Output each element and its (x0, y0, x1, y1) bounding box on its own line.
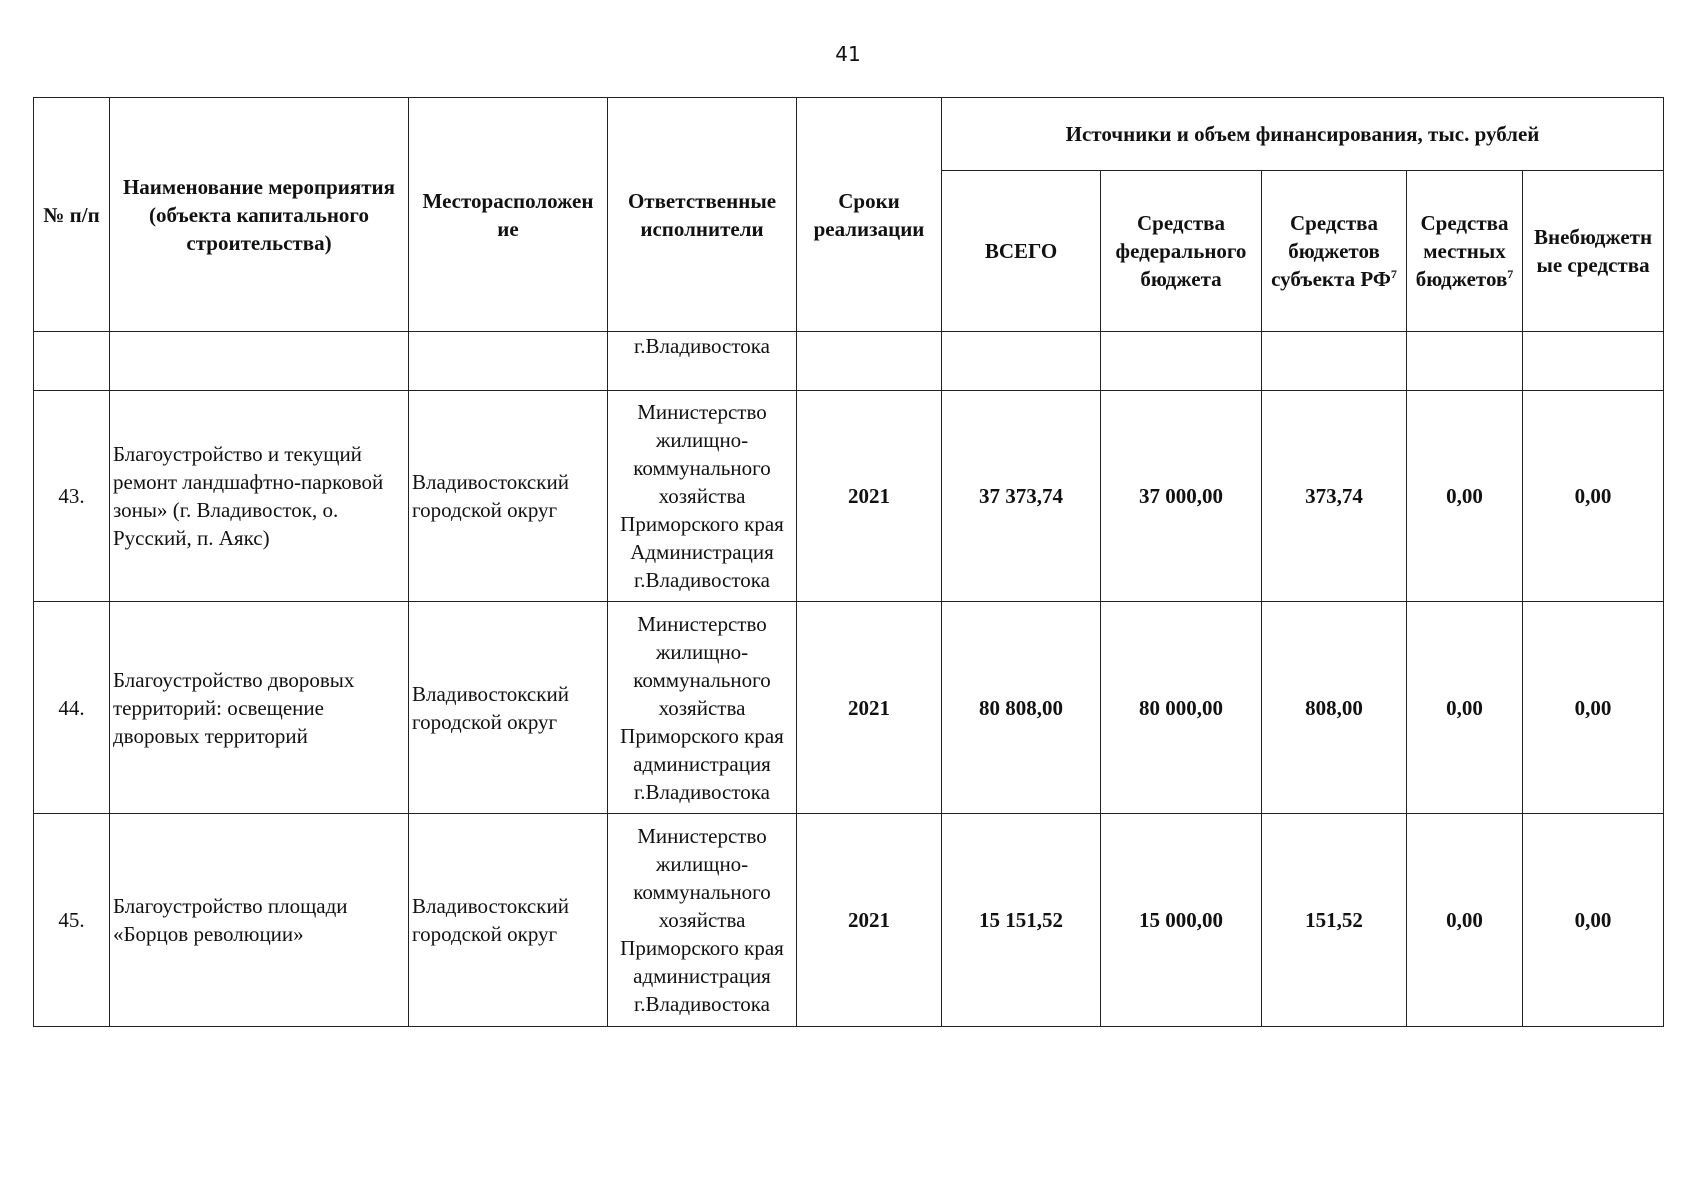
row-name: Благоустройство дворовых территорий: освещение дворовых территорий (110, 602, 409, 814)
row-location: Владивостокский городской округ (409, 602, 608, 814)
table-row (34, 391, 1664, 602)
row-period: 2021 (797, 814, 942, 1027)
header-sources: Источники и объем финансирования, тыс. рублей (942, 98, 1664, 171)
row-name: Благоустройство и текущий ремонт ландшафтно-парковой зоны» (г. Владивосток, о. Русский, п. Аякс) (110, 391, 409, 602)
row-location: Владивостокский городской округ (409, 391, 608, 602)
row-local: 0,00 (1407, 814, 1523, 1027)
table-row (34, 814, 1664, 1027)
row-regional: 373,74 (1262, 391, 1407, 602)
row-period: 2021 (797, 391, 942, 602)
footnote-mark: 7 (1507, 267, 1514, 281)
row-local: 0,00 (1407, 391, 1523, 602)
page-number: 41 (835, 42, 861, 66)
header-federal: Средства федерального бюджета (1101, 171, 1262, 332)
header-responsible: Ответственные исполнители (608, 98, 797, 332)
row-name: Благоустройство площади «Борцов революции» (110, 814, 409, 1027)
header-name: Наименование мероприятия (объекта капитального строительства) (110, 98, 409, 332)
header-local-label: Средства местных бюджетов (1415, 211, 1509, 291)
continuation-responsible: г.Владивостока (608, 332, 797, 391)
row-num: 45. (34, 814, 110, 1027)
row-num: 43. (34, 391, 110, 602)
row-responsible: Министерство жилищно- коммунального хозяйства Приморского края Администрация г.Владивостока (608, 391, 797, 602)
header-num: № п/п (34, 98, 110, 332)
row-local: 0,00 (1407, 602, 1523, 814)
header-location: Месторасположен ие (409, 98, 608, 332)
header-regional (1262, 171, 1407, 332)
row-responsible: Министерство жилищно- коммунального хозяйства Приморского края администрация г.Владивостока (608, 814, 797, 1027)
row-responsible: Министерство жилищно- коммунального хозяйства Приморского края администрация г.Владивостока (608, 602, 797, 814)
header-total: ВСЕГО (942, 171, 1101, 332)
row-federal: 80 000,00 (1101, 602, 1262, 814)
table-row (34, 602, 1664, 814)
row-total: 15 151,52 (942, 814, 1101, 1027)
table-row-continuation (34, 332, 1664, 391)
header-extra: Внебюджетн ые средства (1523, 171, 1664, 332)
row-extra: 0,00 (1523, 391, 1664, 602)
row-location: Владивостокский городской округ (409, 814, 608, 1027)
row-regional: 151,52 (1262, 814, 1407, 1027)
row-regional: 808,00 (1262, 602, 1407, 814)
row-extra: 0,00 (1523, 814, 1664, 1027)
header-regional-label: Средства бюджетов субъекта РФ (1271, 211, 1391, 291)
header-period: Сроки реализации (797, 98, 942, 332)
row-extra: 0,00 (1523, 602, 1664, 814)
financing-table (33, 97, 1664, 1027)
row-federal: 15 000,00 (1101, 814, 1262, 1027)
row-total: 80 808,00 (942, 602, 1101, 814)
footnote-mark: 7 (1390, 267, 1397, 281)
row-period: 2021 (797, 602, 942, 814)
row-total: 37 373,74 (942, 391, 1101, 602)
header-row-top (34, 98, 1664, 171)
header-local (1407, 171, 1523, 332)
row-num: 44. (34, 602, 110, 814)
row-federal: 37 000,00 (1101, 391, 1262, 602)
